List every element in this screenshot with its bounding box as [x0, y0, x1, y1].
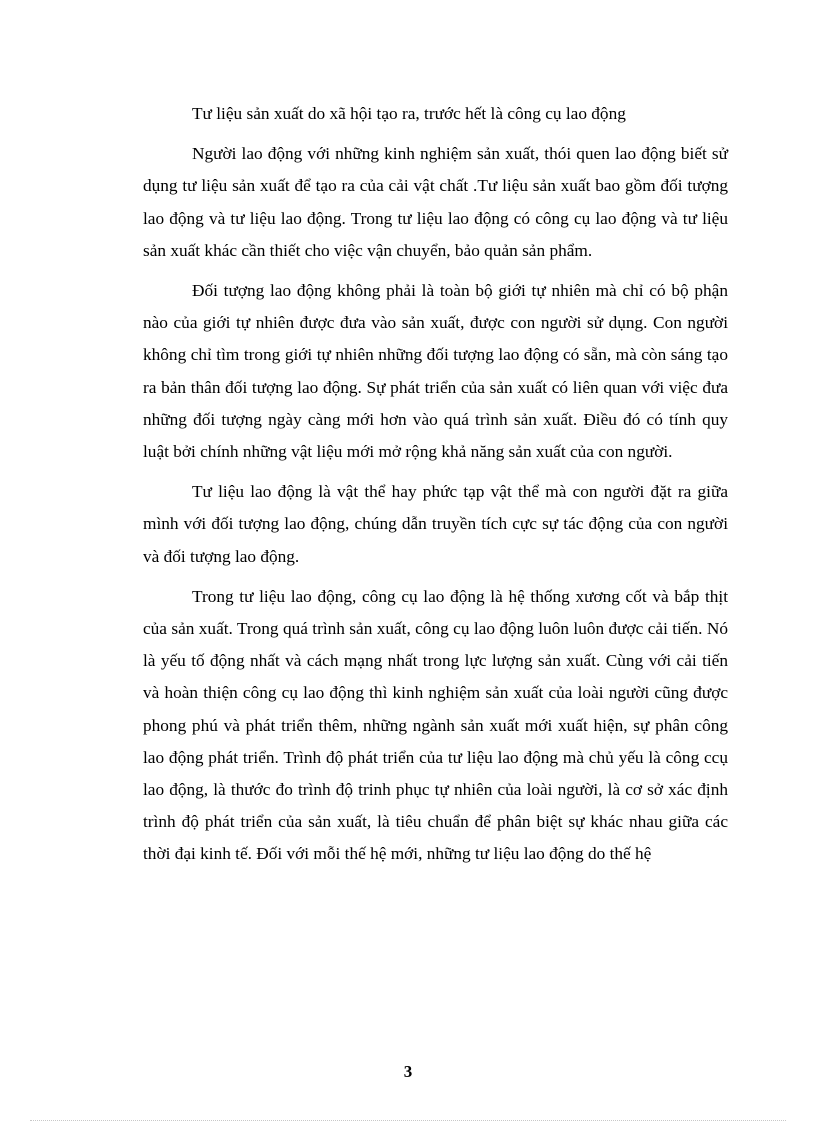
page-bottom-divider: [30, 1120, 786, 1121]
paragraph-4: Tư liệu lao động là vật thể hay phức tạp vật thể mà con người đặt ra giữa mình với đối tượng lao động, chúng dẫn truyền tích cực sự tác động của con người và đối tượng lao động.: [143, 482, 728, 566]
paragraph-2: Người lao động với những kinh nghiệm sản xuất, thói quen lao động biết sử dụng tư liệu sản xuất để tạo ra của cải vật chất .Tư liệu sản xuất bao gồm đối tượng lao động và tư liệu lao động. Trong tư liệu lao động có công cụ lao động và tư liệu sản xuất khác cần thiết cho việc vận chuyển, bảo quản sản phẩm.: [143, 144, 728, 260]
paragraph-1: Tư liệu sản xuất do xã hội tạo ra, trước hết là công cụ lao động: [192, 104, 626, 123]
body-text: [143, 98, 728, 879]
paragraph-5: Trong tư liệu lao động, công cụ lao động là hệ thống xương cốt và bắp thịt của sản xuất. Trong quá trình sản xuất, công cụ lao động luôn luôn được cải tiến. Nó là yếu tố động nhất và cách mạng nhất trong lực lượng sản xuất. Cùng với cải tiến và hoàn thiện công cụ lao động thì kinh nghiệm sản xuất của loài người cũng được phong phú và phát triển thêm, những ngành sản xuất mới xuất hiện, sự phân công lao động phát triển. Trình độ phát triển của tư liệu lao động mà chủ yếu là công ccụ lao động, là thước đo trình độ trinh phục tự nhiên của loài người, là cơ sở xác định trình độ phát triển của sản xuất, là tiêu chuẩn để phân biệt sự khác nhau giữa các thời đại kinh tế. Đối với mỗi thế hệ mới, những tư liệu lao động do thế hệ: [143, 586, 728, 864]
paragraph-3: Đối tượng lao động không phải là toàn bộ giới tự nhiên mà chỉ có bộ phận nào của giới tự nhiên được đưa vào sản xuất, được con người sử dụng. Con người không chỉ tìm trong giới tự nhiên những đối tượng lao động có sẵn, mà còn sáng tạo ra bản thân đối tượng lao động. Sự phát triển của sản xuất có liên quan với việc đưa những đối tượng ngày càng mới hơn vào quá trình sản xuất. Điều đó có tính quy luật bởi chính những vật liệu mới mở rộng khả năng sản xuất của con người.: [143, 281, 728, 462]
page-number: 3: [403, 1062, 413, 1081]
